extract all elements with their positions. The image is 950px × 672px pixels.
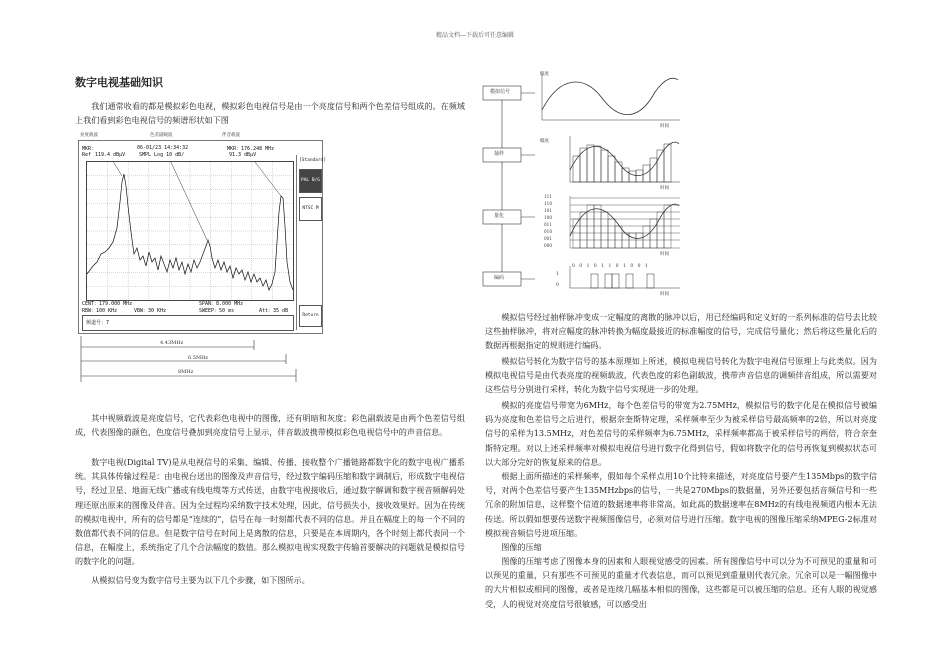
right-paragraph-3: 模拟的亮度信号带宽为6MHz，每个色差信号的带宽为2.75MHz，模拟信号的数字化是在模拟信号被编码为亮度和色差信号之后进行，根据奈奎斯特定理，采样频率至少为被采样信号最高频率的2倍，所以对亮度信号的采样为13.5MHz，对色差信号的采样频率为6.75MHz，采样频率都高于被采样信号的两倍，符合奈奎斯特定理。对以上述采样频率对模拟电视信号进行数字化得到信号，假如将数字化的信号再恢复到模拟状态可以大部分完好的恢复原来的信息。 <box>485 400 877 467</box>
softkey-pal-bg[interactable]: PAL B/G <box>299 169 322 193</box>
softkey-standard[interactable]: [Standard] <box>299 158 327 163</box>
ref-level: 119.4 dBμV <box>95 152 126 158</box>
quant-level: 010 <box>544 229 552 234</box>
flow-step-analog: 模拟信号 <box>490 89 511 95</box>
rbw: RBW：100 KHz <box>82 308 118 314</box>
softkey-ntsc-m[interactable]: NTSC M <box>299 197 322 221</box>
attenuation: Att：35 dB <box>259 308 289 314</box>
panel-analog <box>542 74 680 120</box>
quant-level: 111 <box>544 194 552 199</box>
marker-level: 91.3 dBμV <box>229 152 257 158</box>
right-paragraph-4: 根据上面所描述的采样频率，假如每个采样点用10个比特来描述，对亮度信号要产生135Mbps的数字信号，对两个色差信号要产生135MHzbps的信号，一共是270Mbps的数据量，另外还要包括音频信号和一些冗余的附加信息，这样整个信道的数据速率将非常高，如此高的数据速率在8MHz的有线电视频道内根本无法传送。所以假如想要传送数字视频图像信号，必须对信号进行压缩。数字电视的图像压缩采纳MPEG-2标准对模拟视音频信号进项压缩。 <box>485 471 877 538</box>
section-title-compression: 图像的压缩 <box>501 542 542 552</box>
marker-label: MKR： <box>82 146 97 152</box>
pointer-line-1 <box>95 162 122 176</box>
channel-box <box>82 315 294 331</box>
sample-scale: SMPL Log 10 dB/ <box>139 152 185 158</box>
channel-label: 频道号：7 <box>86 320 110 326</box>
quant-level-labels <box>544 193 552 249</box>
annotation-chroma-subcarrier: 色差副载波 <box>150 133 173 138</box>
panel-sampling <box>570 136 680 182</box>
quant-level: 000 <box>544 243 552 248</box>
code-bits: 0 0 1 0 1 1 0 1 0 0 1 <box>572 264 650 269</box>
axis-time-2: 时间 <box>660 186 669 191</box>
axis-time-3: 时间 <box>660 252 669 257</box>
quant-level: 001 <box>544 236 552 241</box>
flow-step-encode: 编码 <box>494 275 505 281</box>
pointer-line-3 <box>232 162 281 196</box>
quant-level: 011 <box>544 222 552 227</box>
quant-level: 110 <box>544 201 552 206</box>
ad-conversion-diagram <box>480 70 700 290</box>
mark-6-5mhz: 6.5MHz <box>188 355 209 361</box>
axis-time-1: 时间 <box>660 124 669 129</box>
right-paragraph-2: 模拟信号转化为数字信号的基本原理如上所述，模拟电视信号转化为数字电视信号原理上与此类似。因为模拟电视信号是由代表亮度的视频载波，代表色度的彩色副载波，携带声音信息的调频伴音组成，所以需要对这些信号分别进行采样，转化为数字信号实现进一步的处理。 <box>485 356 877 395</box>
flow-step-sampling: 抽样 <box>494 151 505 157</box>
right-paragraph-5: 图像的压缩考虑了图像本身的因素和人眼视觉感受的因素。所有图像信号中可以分为不可预见的重量和可以预见的重量，只有那些不可预见的重量才代表信息，而可以预见到重量则代表冗余。冗余可以是一幅图像中的大片相似或相同的图像，或者是连续几幅基本相似的图像，这些都是可以被压缩的信息。还有人眼的视觉感受，人的视觉对亮度信号很敏感，可以感受出 <box>485 556 877 609</box>
annotation-luma-carrier: 亮度载波 <box>80 133 98 138</box>
code-level-0: 0 <box>556 283 559 288</box>
mark-4-43mhz: 4.43MHz <box>160 340 184 346</box>
page-header: 精品文档---下载后可任意编辑 <box>435 32 515 39</box>
center-frequency: CENT：179.000 MHz <box>82 301 133 307</box>
marker-frequency: MKR：176.248 MHz <box>227 146 275 152</box>
flow-step-quantize: 量化 <box>494 213 505 219</box>
analyzer-softkeys <box>296 155 327 330</box>
code-level-1: 1 <box>556 272 559 277</box>
ref-label: Ref <box>82 152 92 158</box>
axis-amplitude-1: 幅度 <box>540 72 549 77</box>
quant-level: 100 <box>544 215 552 220</box>
spectrum-trace-svg <box>87 162 293 300</box>
pointer-line-2 <box>157 162 207 240</box>
page-title: 数字电视基础知识 <box>75 76 163 89</box>
panel-coding <box>570 266 680 288</box>
axis-time-4: 时间 <box>660 292 669 297</box>
quant-level: 101 <box>544 208 552 213</box>
spectrum-plot <box>86 161 294 301</box>
left-paragraph-1: 其中视频载波是亮度信号，它代表彩色电视中的图像，还有明暗和灰度；彩色副载波是由两个色差信号组成，代表图像的颜色，色度信号叠加到亮度信号上显示，伴音载波携带模拟彩色电视信号中的声音信息。 <box>75 413 465 438</box>
left-paragraph-3: 从模拟信号变为数字信号主要为以下几个步骤，如下图所示。 <box>91 575 310 585</box>
mark-8mhz: 8MHz <box>178 369 194 375</box>
vbw: VBW：30 KHz <box>134 308 167 314</box>
panel-quantization <box>570 196 680 248</box>
plot-grid <box>87 162 293 300</box>
axis-amplitude-2: 幅度 <box>540 139 549 144</box>
span: SPAN：8.000 MHz <box>199 301 244 307</box>
intro-paragraph: 我们通常收看的都是模拟彩色电视，模拟彩色电视信号是由一个亮度信号和两个色差信号组成的。在频域上我们看到彩色电视信号的频谱形状如下图 <box>75 101 465 126</box>
spectrum-analyzer-figure <box>78 140 327 334</box>
annotation-audio-carrier: 伴音载波 <box>222 133 240 138</box>
left-paragraph-2: 数字电视(Digital TV)是从电视信号的采集、编辑、传播、接收整个广播链路都数字化的数字电视广播系统。其具体传输过程是：由电视台送出的图像及声音信号，经过数字编码压缩和数字调制后，形成数字电视信号，经过卫星、地面无线广播或有线电缆等方式传送，由数字电视接收后，通过数字解调和数字视音频解码处理还原出原来的图像及伴音。因为全过程均采纳数字技术处理，因此，信号损失小，接收效果好。因为在传统的模拟电视中，所有的信号都是“连续的”，信号在每一时刻都代表不同的信息。并且在幅度上的每一个不同的数值都代表不同的信息。但是数字信号在时间上是离散的信息，只要是在本周期内，各个时刻上都代表同一个信息，在幅度上，系统指定了几个合法幅度的数值。那么模拟电视实现数字传输首要解决的问题就是模拟信号的数字化的问题。 <box>75 457 465 567</box>
date-time: 06-01/23 14:34:32 <box>137 145 189 151</box>
right-paragraph-1: 模拟信号经过抽样脉冲变成一定幅度的离散的脉冲以后，用已经编码和定义好的一系列标准的信号去比较这些抽样脉冲，将对应幅度的脉冲转换为幅度最接近的标准幅度的信号，完成信号量化；然后将这些量化后的数据再根据指定的规则进行编码。 <box>485 312 877 351</box>
softkey-return[interactable]: Return <box>299 305 322 327</box>
sweep-time: SWEEP：50 ms <box>199 308 235 314</box>
